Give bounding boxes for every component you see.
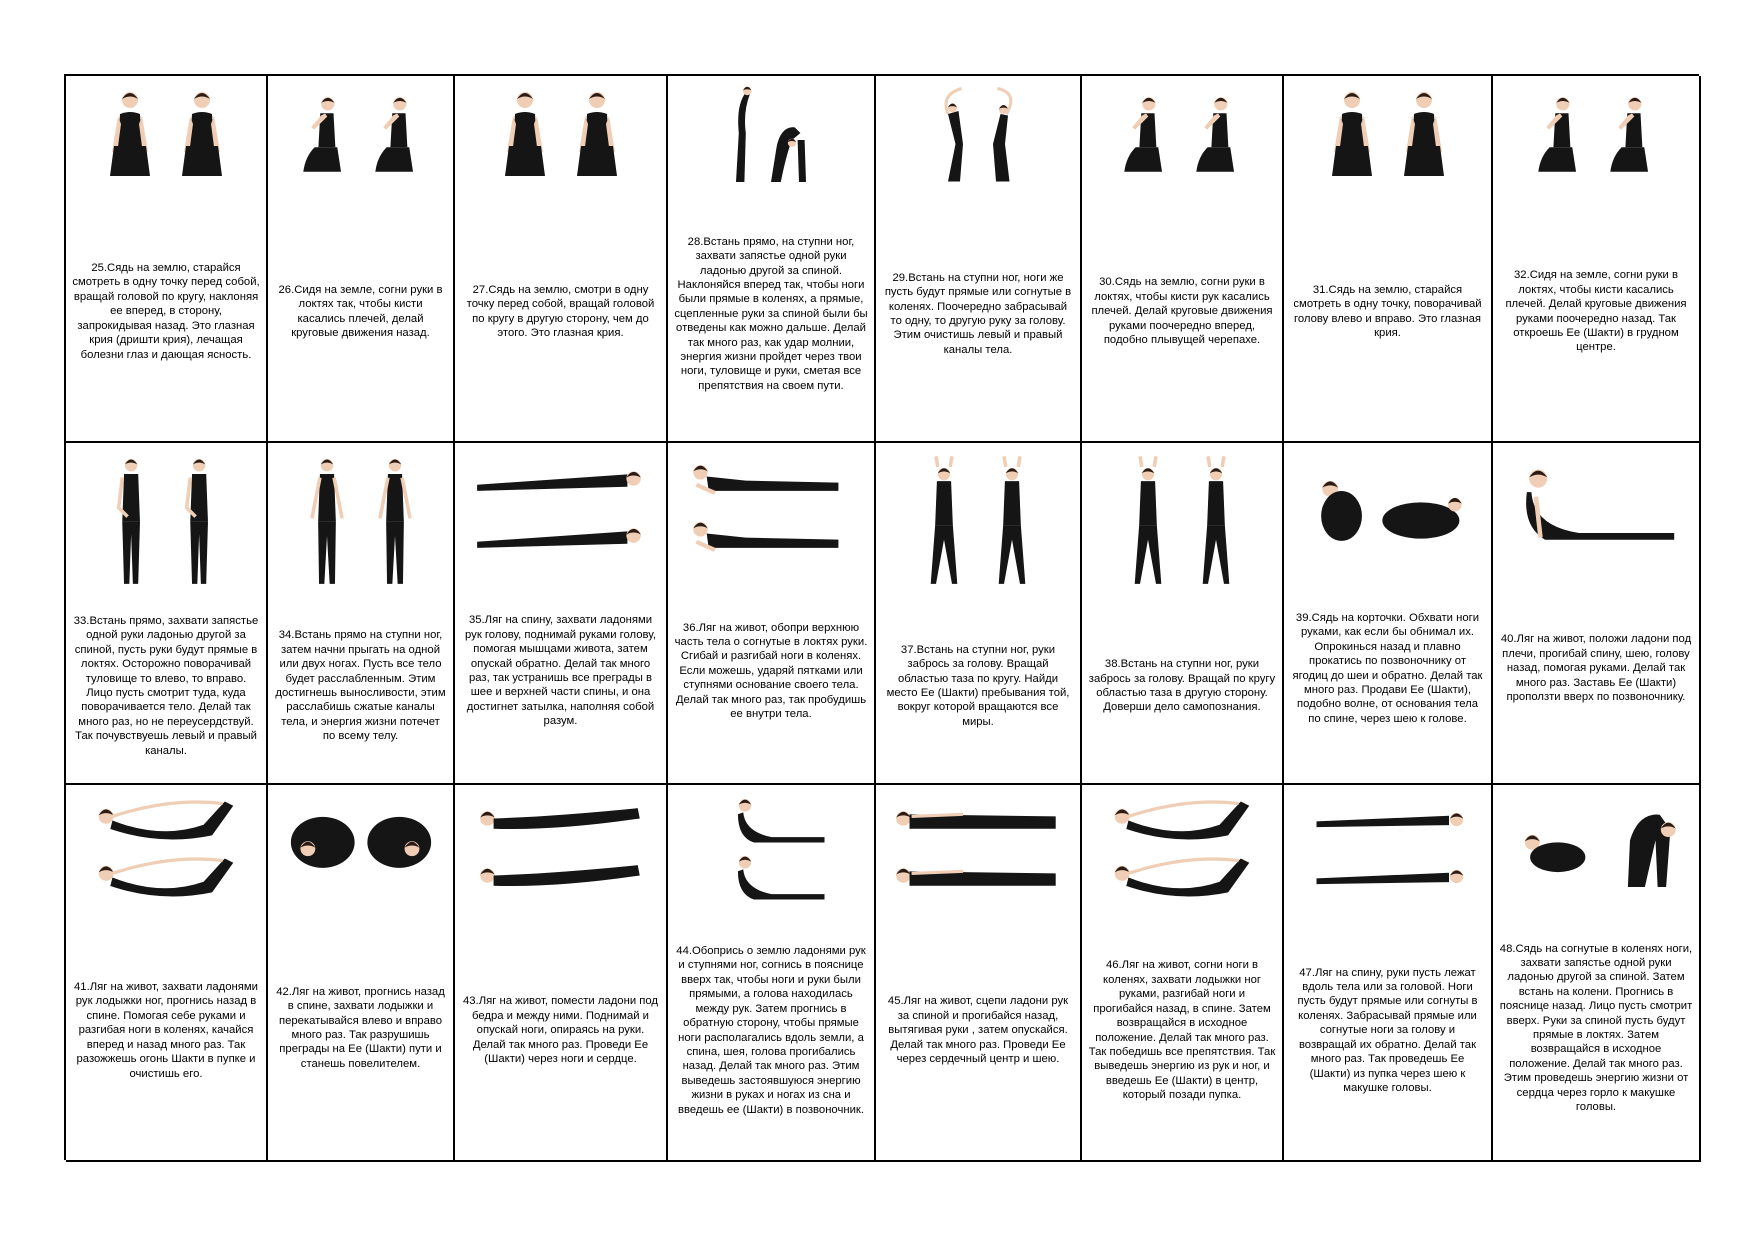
exercise-description: 42.Ляг на живот, прогнись назад в спине, захвати лодыжки и перекатывайся влево и вправо много раз. Так разрушишь преграды на Ее (Шакти) пути и станешь повелителем. (276, 985, 445, 1070)
exercise-description-box (66, 591, 266, 783)
pose-figure (1185, 84, 1251, 184)
exercise-illustration (455, 443, 666, 561)
exercise-description: 34.Встань прямо на ступни ног, затем начни прыгать на одной или двух ногах. Пусть все тело будет расслабленным. Этим достигнешь выносливости, этим расслабишь сжатые каналы тела, и энергия жизни потечет по всему телу. (275, 629, 446, 743)
pose-figure (473, 793, 648, 846)
pose-figure (169, 451, 231, 591)
pose-figure (101, 451, 163, 591)
pose-figure (684, 451, 859, 504)
exercise-description-box (455, 184, 666, 441)
exercise-cell (1082, 785, 1284, 1162)
exercise-cell (668, 443, 876, 785)
exercise-cell (1284, 785, 1493, 1162)
exercise-description-box (668, 561, 874, 783)
exercise-description: 43.Ляг на живот, помести ладони под бедра и между ними. Поднимай и опускай ноги, опираясь на руки. Делай так много раз. Проведи Ее (Шакти) через ноги и сердце. (462, 995, 659, 1066)
exercise-cell (268, 443, 455, 785)
exercise-description-box (268, 184, 453, 441)
pose-figure (296, 451, 358, 591)
exercise-description-box (876, 903, 1080, 1160)
exercise-description: 47.Ляг на спину, руки пусть лежат вдоль тела или за головой. Ноги пусть будут прямые или согнуты в коленях. Забрасывай прямые или согнутые ноги за голову и возвращай их обратно. Делай так много раз. Так проведешь Ее (Шакти) из пупка через шею к макушке головы. (1297, 966, 1478, 1094)
exercise-description: 46.Ляг на живот, согни ноги в коленях, захвати лодыжки ног руками, разгибай ноги и прогибайся назад, в спине. Затем возвращайся в исходное положение. Делай так много раз. Так победишь все препятствия. Так выведешь энергию из рук и ног, и введешь Ее (Шакти) в центр, который позади пупка. (1088, 959, 1276, 1102)
exercise-description-box (876, 591, 1080, 783)
exercise-description: 36.Ляг на живот, обопри верхнюю часть тела о согнутые в локтях руки. Сгибай и разгибай ноги в коленях. Если можешь, ударяй пятками или ступнями основание своего тела. Делай так много раз, так пробудишь ее внутри тела. (674, 621, 868, 721)
pose-figure (79, 793, 254, 846)
exercise-cell (268, 785, 455, 1162)
pose-figure (1113, 84, 1179, 184)
exercise-cell (668, 785, 876, 1162)
exercise-illustration (1493, 76, 1699, 184)
exercise-description-box (1493, 184, 1699, 441)
exercise-illustration (268, 76, 453, 184)
exercise-description: 37.Встань на ступни ног, руки забрось за голову. Вращай областью таза по кругу. Найди место Ее (Шакти) пребывания той, вокруг которой вращаются все миры. (886, 643, 1070, 728)
pose-figure (684, 793, 859, 846)
exercise-illustration (1493, 785, 1699, 898)
exercise-illustration (1082, 785, 1282, 903)
exercise-cell (876, 785, 1082, 1162)
pose-figure (1303, 451, 1473, 556)
exercise-cell (66, 443, 268, 785)
exercise-description: 25.Сядь на землю, старайся смотреть в одну точку перед собой, вращай головой по кругу, наклоняя ее вперед, в сторону, запрокидывая назад. Это глазная крия (дришти крия), лечащая болезни глаз и дающая ясность. (72, 262, 260, 361)
pose-figure (684, 850, 859, 903)
pose-figure (1095, 793, 1270, 846)
exercise-illustration (66, 76, 266, 184)
exercise-description: 45.Ляг на живот, сцепи ладони рук за спиной и прогибайся назад, вытягивая руки , затем опускайся. Делай так много раз. Проведи Ее через сердечный центр и шею. (887, 995, 1069, 1066)
pose-figure (686, 84, 856, 189)
exercise-illustration (876, 785, 1080, 903)
pose-figure (1511, 793, 1681, 898)
exercise-description: 39.Сядь на корточки. Обхвати ноги руками, как если бы обнимал их. Опрокинься назад и плавно прокатись по позвоночнику от ягодиц до шеи и обратно. Делай так много раз. Продави Ее (Шакти), подобно волне, от основания тела по спине, через шею к голове. (1292, 611, 1483, 725)
exercise-cell (876, 76, 1082, 443)
exercise-illustration (1082, 76, 1282, 184)
pose-figure (913, 451, 975, 591)
pose-figure (891, 793, 1066, 846)
exercise-description: 48.Сядь на согнутые в коленях ноги, захвати запястье одной руки ладонью другой за спиной. Затем встань на колени. Прогнись в пояснице назад. Лицо пусть смотрит вверх. Руки за спиной пусть будут прямые в локтях. Затем возвращайся в исходное положение. Делай так много раз. Этим проведешь энергию жизни от сердца через горло к макушке головы. (1499, 942, 1693, 1114)
pose-figure (292, 84, 358, 184)
exercise-table (64, 74, 1699, 1160)
exercise-description-box (1493, 556, 1699, 783)
exercise-description-box (1082, 591, 1282, 783)
exercise-illustration (66, 443, 266, 591)
pose-figure (79, 850, 254, 903)
exercise-cell (668, 76, 876, 443)
pose-figure (97, 84, 163, 184)
exercise-description-box (66, 184, 266, 441)
exercise-illustration (668, 785, 874, 903)
exercise-cell (66, 785, 268, 1162)
exercise-cell (1284, 76, 1493, 443)
pose-figure (891, 850, 1066, 903)
exercise-description: 31.Сядь на землю, старайся смотреть в одну точку, поворачивай голову влево и вправо. Это глазная крия. (1293, 283, 1482, 339)
exercise-cell (1284, 443, 1493, 785)
exercise-illustration (1082, 443, 1282, 591)
exercise-description-box (455, 561, 666, 783)
pose-figure (364, 84, 430, 184)
exercise-description-box (268, 591, 453, 783)
pose-figure (1599, 84, 1665, 184)
pose-figure (981, 451, 1043, 591)
pose-figure (1117, 451, 1179, 591)
exercise-cell (1493, 785, 1701, 1162)
exercise-cell (1493, 443, 1701, 785)
pose-figure (1185, 451, 1247, 591)
exercise-description-box (268, 898, 453, 1160)
exercise-cell (1082, 76, 1284, 443)
exercise-illustration (876, 76, 1080, 189)
pose-figure (1391, 84, 1457, 184)
exercise-illustration (1284, 785, 1491, 903)
exercise-description-box (1082, 184, 1282, 441)
pose-figure (364, 451, 426, 591)
exercise-cell (268, 76, 455, 443)
exercise-description: 27.Сядь на землю, смотри в одну точку перед собой, вращай головой по кругу в другую сторону, чем до этого. Это глазная крия. (466, 283, 655, 339)
exercise-description: 38.Встань на ступни ног, руки забрось за голову. Вращай по кругу областью таза в другую сторону. Доверши дело самопознания. (1088, 658, 1276, 714)
exercise-description: 32.Сидя на земле, согни руки в локтях, чтобы кисти касались плечей. Делай круговые движения руками поочередно назад. Так откроешь Ее (Шакти) в грудном центре. (1505, 269, 1687, 354)
exercise-cell (455, 443, 668, 785)
pose-figure (473, 508, 648, 561)
exercise-description: 28.Встань прямо, на ступни ног, захвати запястье одной руки ладонью другой за спиной. Наклоняйся вперед так, чтобы ноги были прямые в коленях, а прямые, сцепленные руки за спиной были бы отведены как можно дальше. Делай так много раз, как удар молнии, энергия жизни пройдет через твои ноги, туловище и руки, сметая все препятствия на своем пути. (674, 235, 868, 392)
exercise-description: 26.Сидя на земле, согни руки в локтях так, чтобы кисти касались плечей, делай круговые движения назад. (278, 283, 443, 339)
pose-figure (1300, 793, 1475, 846)
pose-figure (893, 84, 1063, 189)
exercise-cell (1082, 443, 1284, 785)
exercise-description-box (1082, 903, 1282, 1160)
exercise-illustration (455, 785, 666, 903)
exercise-illustration (268, 443, 453, 591)
exercise-description-box (1284, 184, 1491, 441)
pose-figure (473, 451, 648, 504)
pose-figure (473, 850, 648, 903)
exercise-illustration (1284, 443, 1491, 556)
pose-figure (1095, 850, 1270, 903)
exercise-illustration (1284, 76, 1491, 184)
pose-figure (276, 793, 446, 898)
exercise-illustration (66, 785, 266, 903)
exercise-description: 30.Сядь на землю, согни руки в локтях, чтобы кисти рук касались плечей. Делай круговые движения руками поочередно вперед, подобно плывущей черепахе. (1091, 276, 1273, 347)
exercise-description-box (668, 903, 874, 1160)
pose-figure (492, 84, 558, 184)
exercise-illustration (668, 443, 874, 561)
exercise-description: 33.Встань прямо, захвати запястье одной руки ладонью другой за спиной, пусть руки будут прямые в локтях. Осторожно поворачивай туловище то влево, то вправо. Лицо пусть смотрит туда, куда поворачивается тело. Делай так много раз, но не переусердствуй. Так почувствуешь левый и правый каналы. (73, 614, 259, 757)
pose-figure (169, 84, 235, 184)
exercise-illustration (876, 443, 1080, 591)
exercise-description: 41.Ляг на живот, захвати ладонями рук лодыжки ног, прогнись назад в спине. Помогая себе руками и разгибая ноги в коленях, качайся вперед и назад много раз. Так разожжешь огонь Шакти в пупке и очистишь его. (74, 981, 258, 1080)
exercise-description: 40.Ляг на живот, положи ладони под плечи, прогибай спину, шею, голову назад, помогая руками. Делай так много раз. Заставь Ее (Шакти) проползти вверх по позвоночнику. (1500, 633, 1692, 704)
pose-figure (1527, 84, 1593, 184)
exercise-cell (455, 76, 668, 443)
exercise-description-box (1284, 903, 1491, 1160)
pose-figure (1300, 850, 1475, 903)
exercise-description-box (455, 903, 666, 1160)
exercise-illustration (1493, 443, 1699, 556)
exercise-illustration (668, 76, 874, 189)
exercise-description-box (668, 189, 874, 441)
pose-figure (1319, 84, 1385, 184)
exercise-description-box (1284, 556, 1491, 783)
exercise-description: 44.Обопрись о землю ладонями рук и ступнями ног, согнись в пояснице вверх так, чтобы ноги и руки были прямыми, а голова находилась между рук. Затем прогнись в обратную сторону, чтобы прямые ноги располагались вдоль земли, а спина, шея, голова прогибались назад. Делай так много раз. Этим выведешь застоявшуюся энергию жизни в руках и ногах из сна и введешь ее (Шакти) в позвоночник. (676, 945, 866, 1116)
exercise-description-box (1493, 898, 1699, 1160)
pose-figure (564, 84, 630, 184)
exercise-description: 35.Ляг на спину, захвати ладонями рук голову, поднимай руками голову, помогая мышцами живота, затем опускай обратно. Делай так много раз, так устранишь все преграды в шее и верхней части спины, и она достигнет затылка, наполняя собой разум. (465, 614, 656, 728)
exercise-description-box (876, 189, 1080, 441)
exercise-illustration (455, 76, 666, 184)
exercise-description-box (66, 903, 266, 1160)
exercise-cell (1493, 76, 1701, 443)
exercise-cell (876, 443, 1082, 785)
pose-figure (684, 508, 859, 561)
exercise-cell (455, 785, 668, 1162)
exercise-cell (66, 76, 268, 443)
pose-figure (1511, 451, 1681, 556)
exercise-description: 29.Встань на ступни ног, ноги же пусть будут прямые или согнутые в коленях. Поочередно забрасывай то одну, то другую руку за голову. Этим очистишь левый и правый каналы тела. (884, 271, 1072, 356)
exercise-illustration (268, 785, 453, 898)
